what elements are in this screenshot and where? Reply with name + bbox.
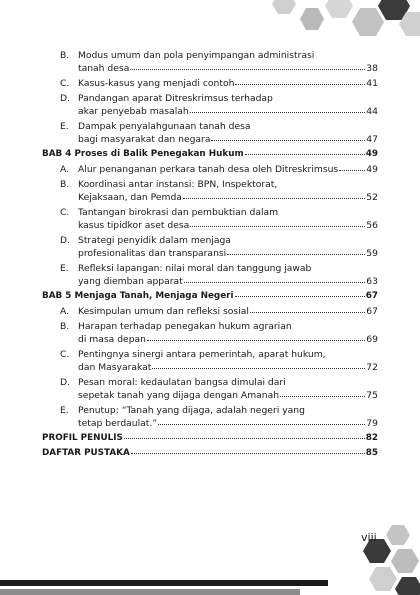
toc-section-entry[interactable] [42,77,378,90]
toc-section-entry[interactable] [42,49,378,76]
toc-entry-title: PROFIL PENULIS [42,433,123,444]
toc-entry-title: Harapan terhadap penegakan hukum agrarian [78,320,292,332]
dot-leader [158,424,365,425]
toc-page-number: 82 [365,433,378,444]
toc-section-letter: D. [60,92,70,104]
hexagon-icon [369,567,397,591]
toc-section-entry[interactable] [42,262,378,289]
toc-page-number: 47 [366,134,378,146]
toc-page-number: 49 [365,149,378,160]
toc-entry-title: Penutup: “Tanah yang dijaga, adalah negeri yang [78,404,305,416]
toc-section-letter: D. [60,234,70,246]
toc-entry-title: Kejaksaan, dan Pemda [78,191,182,203]
toc-page-number: 72 [366,362,378,374]
toc-section-letter: A. [60,305,70,317]
footer-bar-black [0,580,328,586]
toc-section-entry[interactable] [42,163,378,176]
toc-entry-title: bagi masyarakat dan negara [78,134,211,146]
dot-leader [245,154,365,155]
toc-page-number: 59 [366,248,378,260]
toc-section-letter: B. [60,50,70,61]
hexagon-decoration-top [260,0,420,40]
hexagon-icon [395,577,420,595]
toc-section-entry[interactable] [42,178,378,205]
toc-chapter-entry[interactable] [42,148,378,161]
toc-section-letter: E. [60,404,69,416]
toc-entry-leader-row [78,191,378,204]
toc-page-number: 67 [366,305,378,317]
dot-leader [190,226,365,227]
toc-entry-title: Dampak penyalahgunaan tanah desa [78,120,251,132]
toc-entry-leader-row [78,105,378,118]
dot-leader [130,69,365,70]
toc-entry-title: Refleksi lapangan: nilai moral dan tanggung jawab [78,262,312,274]
dot-leader [235,296,365,297]
dot-leader [235,84,365,85]
toc-entry-title: kasus tipidkor aset desa [78,220,190,232]
toc-page-number: 41 [366,78,378,90]
toc-entry-title: tanah desa [78,63,130,75]
toc-entry-leader-row [78,163,378,176]
dot-leader [152,368,365,369]
toc-entry-leader-row [42,432,378,445]
table-of-contents [42,49,378,462]
toc-section-entry[interactable] [42,206,378,233]
toc-entry-title: BAB 5 Menjaga Tanah, Menjaga Negeri [42,291,234,302]
hexagon-icon [391,549,419,573]
toc-section-letter: E. [60,120,69,132]
toc-section-letter: B. [60,320,70,332]
toc-chapter-entry[interactable] [42,447,378,460]
toc-section-entry[interactable] [42,348,378,375]
toc-entry-leader-row [78,361,378,374]
toc-entry-leader-row [78,247,378,260]
toc-entry-leader-row [78,305,378,318]
toc-chapter-entry[interactable] [42,432,378,445]
toc-section-letter: C. [60,78,70,90]
toc-entry-leader-row [78,219,378,232]
toc-entry-leader-row [42,148,378,161]
toc-entry-leader-row [78,62,378,75]
hexagon-icon [300,8,324,30]
toc-page-number: 85 [365,447,378,458]
hexagon-icon [272,0,296,14]
toc-page-number: 67 [365,291,378,302]
hexagon-icon [325,0,353,18]
toc-page-number: 63 [366,276,378,288]
toc-entry-title: Alur penanganan perkara tanah desa oleh Ditreskrimsus [78,163,339,175]
toc-entry-leader-row [78,389,378,402]
toc-section-entry[interactable] [42,404,378,431]
toc-section-letter: C. [60,206,70,218]
toc-entry-leader-row [78,77,378,90]
page-number: viii [361,531,377,544]
toc-entry-title: Modus umum dan pola penyimpangan administrasi [78,50,315,61]
toc-entry-leader-row [78,133,378,146]
toc-entry-title: akar penyebab masalah [78,106,189,118]
toc-page-number: 79 [366,418,378,430]
toc-entry-title: Tantangan birokrasi dan pembuktian dalam [78,206,279,218]
dot-leader [147,340,365,341]
dot-leader [190,112,366,113]
toc-section-entry[interactable] [42,376,378,403]
toc-entry-title: sepetak tanah yang dijaga dengan Amanah [78,390,280,402]
toc-section-letter: E. [60,262,69,274]
toc-section-entry[interactable] [42,320,378,347]
hexagon-icon [386,525,410,545]
dot-leader [184,282,366,283]
toc-entry-title: profesionalitas dan transparansi [78,248,227,260]
toc-entry-leader-row [78,417,378,430]
dot-leader [280,396,365,397]
toc-section-letter: B. [60,178,70,190]
toc-entry-title: Strategi penyidik dalam menjaga [78,234,231,246]
toc-page-number: 69 [366,333,378,345]
footer-bar [0,579,330,595]
dot-leader [227,254,365,255]
toc-entry-title: di masa depan [78,333,146,345]
toc-entry-leader-row [78,333,378,346]
hexagon-icon [352,8,384,36]
toc-section-entry[interactable] [42,234,378,261]
toc-entry-title: Pandangan aparat Ditreskrimsus terhadap [78,92,273,104]
toc-section-letter: A. [60,163,70,175]
dot-leader [124,438,365,439]
toc-page-number: 44 [366,106,378,118]
toc-section-letter: D. [60,376,70,388]
dot-leader [211,140,365,141]
footer-bar-gray [0,589,300,595]
toc-page-number: 75 [366,390,378,402]
toc-page-number: 56 [366,220,378,232]
toc-chapter-entry[interactable] [42,290,378,303]
toc-entry-title: BAB 4 Proses di Balik Penegakan Hukum [42,149,244,160]
hexagon-decoration-bottom [340,525,420,595]
toc-entry-title: DAFTAR PUSTAKA [42,447,130,458]
toc-section-entry[interactable] [42,120,378,147]
toc-section-entry[interactable] [42,92,378,119]
toc-entry-title: Pesan moral: kedaulatan bangsa dimulai dari [78,376,286,388]
toc-entry-title: Kasus-kasus yang menjadi contoh [78,78,235,90]
toc-section-letter: C. [60,348,70,360]
toc-page-number: 38 [366,63,378,75]
toc-entry-title: Pentingnya sinergi antara pemerintah, aparat hukum, [78,348,326,360]
toc-page-number: 49 [366,163,378,175]
toc-entry-title: Kesimpulan umum dan refleksi sosial [78,305,249,317]
toc-entry-title: yang diemban apparat [78,276,183,288]
toc-entry-title: Koordinasi antar instansi: BPN, Inspektorat, [78,178,278,190]
toc-entry-title: tetap berdaulat.” [78,418,158,430]
toc-entry-leader-row [42,447,378,460]
toc-entry-leader-row [78,275,378,288]
dot-leader [339,170,365,171]
dot-leader [250,312,365,313]
toc-page-number: 52 [366,191,378,203]
toc-entry-title: dan Masyarakat [78,362,152,374]
dot-leader [183,198,365,199]
toc-entry-leader-row [42,290,378,303]
toc-section-entry[interactable] [42,305,378,318]
dot-leader [131,453,365,454]
